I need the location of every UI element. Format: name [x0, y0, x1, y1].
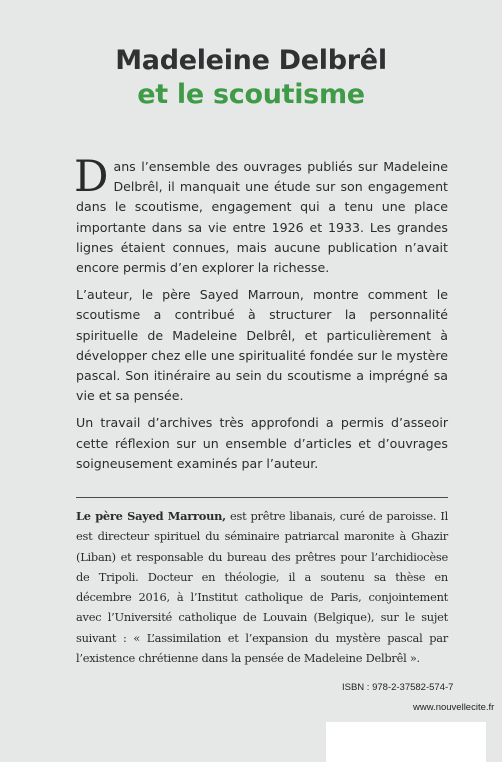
summary-paragraph-2: L’auteur, le père Sayed Marroun, montre comment le scoutisme a contribué à structurer la personnalité spirituelle de Madeleine Delbrêl, et particulièrement à développer chez elle une spiritualité fondée sur le mystère pascal. Son itinéraire au sein du scoutisme a imprégné sa vie et sa pensée. [76, 287, 448, 404]
isbn-text: ISBN : 978-2-37582-574-7 [342, 682, 454, 693]
book-title: Madeleine Delbrêl [115, 45, 387, 76]
book-subtitle: et le scoutisme [137, 79, 365, 110]
author-bio [76, 506, 448, 668]
back-cover-summary [74, 152, 448, 481]
barcode-area [326, 722, 486, 762]
author-name: Le père Sayed Marroun, [76, 509, 226, 523]
summary-paragraph-1-text: ans l’ensemble des ouvrages publiés sur Madeleine Delbrêl, il manquait une étude sur son engagement dans le scoutisme, engagement qui a tenu une place importante dans sa vie entre 1926 et 1933. Les grandes lignes étaient connues, mais aucune publication n’avait encore permis d’en explorer la richesse. [76, 159, 448, 276]
drop-cap: D [74, 152, 109, 202]
website-text: www.nouvellecite.fr [413, 702, 495, 713]
section-divider [76, 497, 448, 498]
summary-paragraph-1 [74, 152, 448, 278]
author-bio-text: est prêtre libanais, curé de paroisse. Il est directeur spirituel du séminaire patriarcal maronite à Ghazir (Liban) et responsable du bureau des prêtres pour l’archidiocèse de Tripoli. Docteur en théologie, il a soutenu sa thèse en décembre 2016, à l’Institut catholique de Paris, conjointement avec l’Université catholique de Louvain (Belgique), sur le sujet suivant : « L’assimilation et l’expansion du mystère pascal par l’existence chrétienne dans la pensée de Madeleine Delbrêl ». [76, 509, 449, 666]
title-block [0, 44, 502, 112]
summary-paragraph-3: Un travail d’archives très approfondi a permis d’asseoir cette réflexion sur un ensemble d’articles et d’ouvrages soigneusement examinés par l’auteur. [76, 415, 448, 471]
